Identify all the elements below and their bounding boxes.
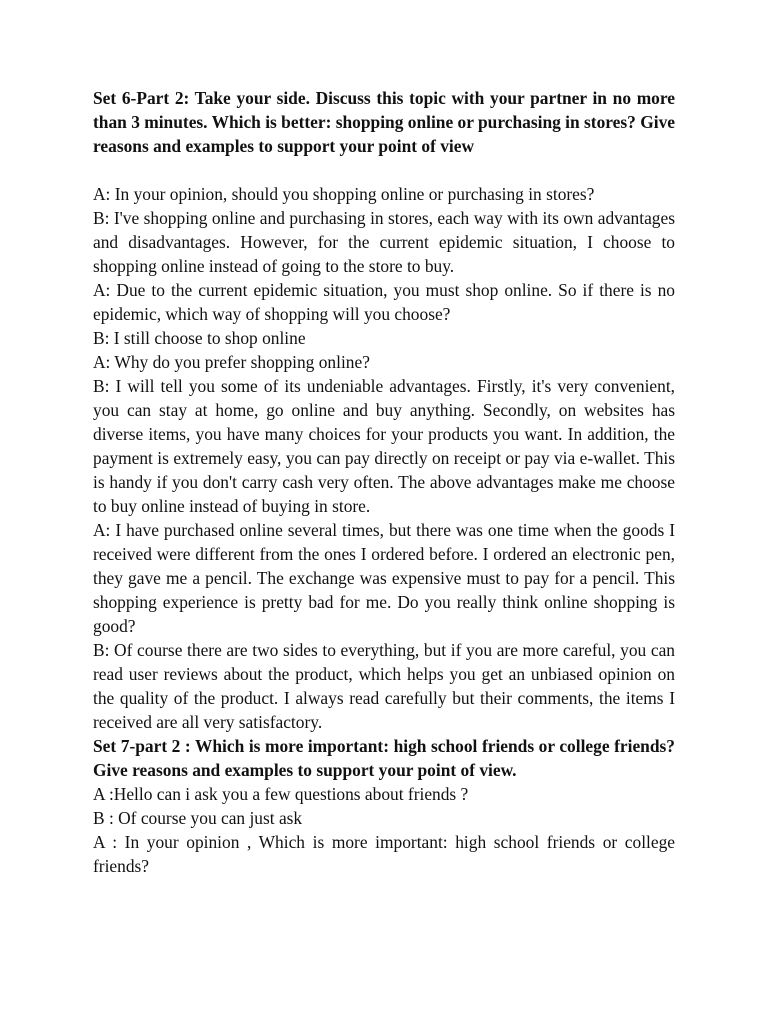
set6-dialogue-line: A: Why do you prefer shopping online? — [93, 352, 370, 372]
set6-dialogue-line: B: I've shopping online and purchasing in stores, each way with its own advantages and disadvantages. However, for the current epidemic situation, I choose to shopping online instead of going to the store to buy. — [93, 208, 675, 276]
set6-dialogue-line: A: I have purchased online several times, but there was one time when the goods I received were different from the ones I ordered before. I ordered an electronic pen, they gave me a pencil. The exchange was expensive must to pay for a pencil. This shopping experience is pretty bad for me. Do you really think online shopping is good? — [93, 520, 675, 636]
set6-dialogue-line: B: Of course there are two sides to everything, but if you are more careful, you can read user reviews about the product, which helps you get an unbiased opinion on the quality of the product. I always read carefully but their comments, the items I received are all very satisfactory. — [93, 640, 675, 732]
set6-heading: Set 6-Part 2: Take your side. Discuss this topic with your partner in no more than 3 minutes. Which is better: shopping online or purchasing in stores? Give reasons and examples to support your point of view — [93, 88, 675, 156]
set7-dialogue-line: A : In your opinion , Which is more important: high school friends or college friends? — [93, 832, 675, 876]
set6-dialogue-line: A: In your opinion, should you shopping online or purchasing in stores? — [93, 184, 595, 204]
set6-dialogue-line: A: Due to the current epidemic situation, you must shop online. So if there is no epidemic, which way of shopping will you choose? — [93, 280, 675, 324]
set7-dialogue-line: B : Of course you can just ask — [93, 808, 303, 828]
set7-heading: Set 7-part 2 : Which is more important: high school friends or college friends? Give reasons and examples to support your point of view. — [93, 736, 675, 780]
document-page — [93, 86, 675, 878]
set6-dialogue-line: B: I still choose to shop online — [93, 328, 306, 348]
paragraph-spacer — [93, 158, 675, 182]
set6-dialogue-line: B: I will tell you some of its undeniable advantages. Firstly, it's very convenient, you can stay at home, go online and buy anything. Secondly, on websites has diverse items, you have many choices for your products you want. In addition, the payment is extremely easy, you can pay directly on receipt or pay via e-wallet. This is handy if you don't carry cash very often. The above advantages make me choose to buy online instead of buying in store. — [93, 376, 675, 516]
set7-dialogue-line: A :Hello can i ask you a few questions about friends ? — [93, 784, 469, 804]
